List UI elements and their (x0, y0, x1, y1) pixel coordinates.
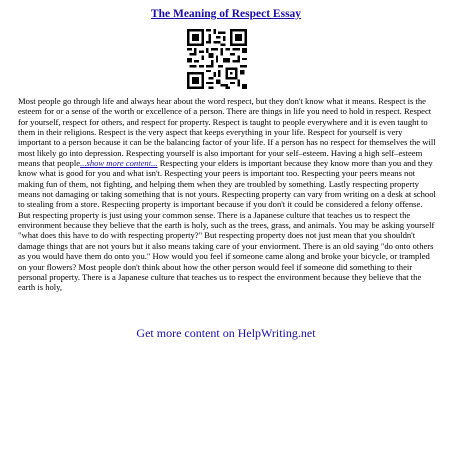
document-title[interactable]: The Meaning of Respect Essay (150, 8, 302, 20)
essay-text-excerpt: Most people go through life and always hear about the word respect, but they don't know what it means. Respect is the esteem for or a sense of the worth or excellence of a person. There are things in life you need to hold in respect. Respect for yourself, respect for others, and respect for property. Respect is taught to people everywhere and it is even taught to them in their religions. Respect is the very aspect that keeps everything in your life. Respect for yourself is very important to a person because it can be the balancing factor of your life. If a person has no respect for themselves the will most likely go into depression. Respecting yourself is also important for your self–esteem. Having a high self–esteem means that people (18, 96, 436, 169)
show-more-link[interactable]: ...show more content... (80, 158, 158, 169)
qr-code-icon (187, 29, 247, 89)
get-more-content-link[interactable]: Get more content on HelpWriting.net (136, 326, 316, 340)
essay-body (18, 96, 436, 293)
essay-text-continued: Respecting your elders is important because they know more than you and they know what is good for you and what isn't. Respecting your peers is important too. Respecting your peers means not making fun of them, not fighting, and helping them when they are troubled by something. Lastly respecting property means not damaging or taking something that is not yours. Respecting property can vary from writing on a desk at school to stealing from a store. Respecting property is important because if you don't it could be considered a felony offense. But respecting property is just using your common sense. There is a Japanese culture that teaches us to respect the environment because they believe that the earth is holy, such as the trees, grass, and animals. You may be asking yourself "what does this have to do with respecting property?" But respecting property does not just mean that you shouldn't damage things that are not yours but it also means taking care of your enviorment. There is an old saying "do onto others as you would have them do onto you." How would you feel if someone came along and broke your bicycle, or trampled on your flowers? Most people don't think about how the other person would feel if someone did something to their personal property. There is a Japanese culture that teaches us to respect the environment because they believe that the earth is holy, (18, 158, 436, 293)
